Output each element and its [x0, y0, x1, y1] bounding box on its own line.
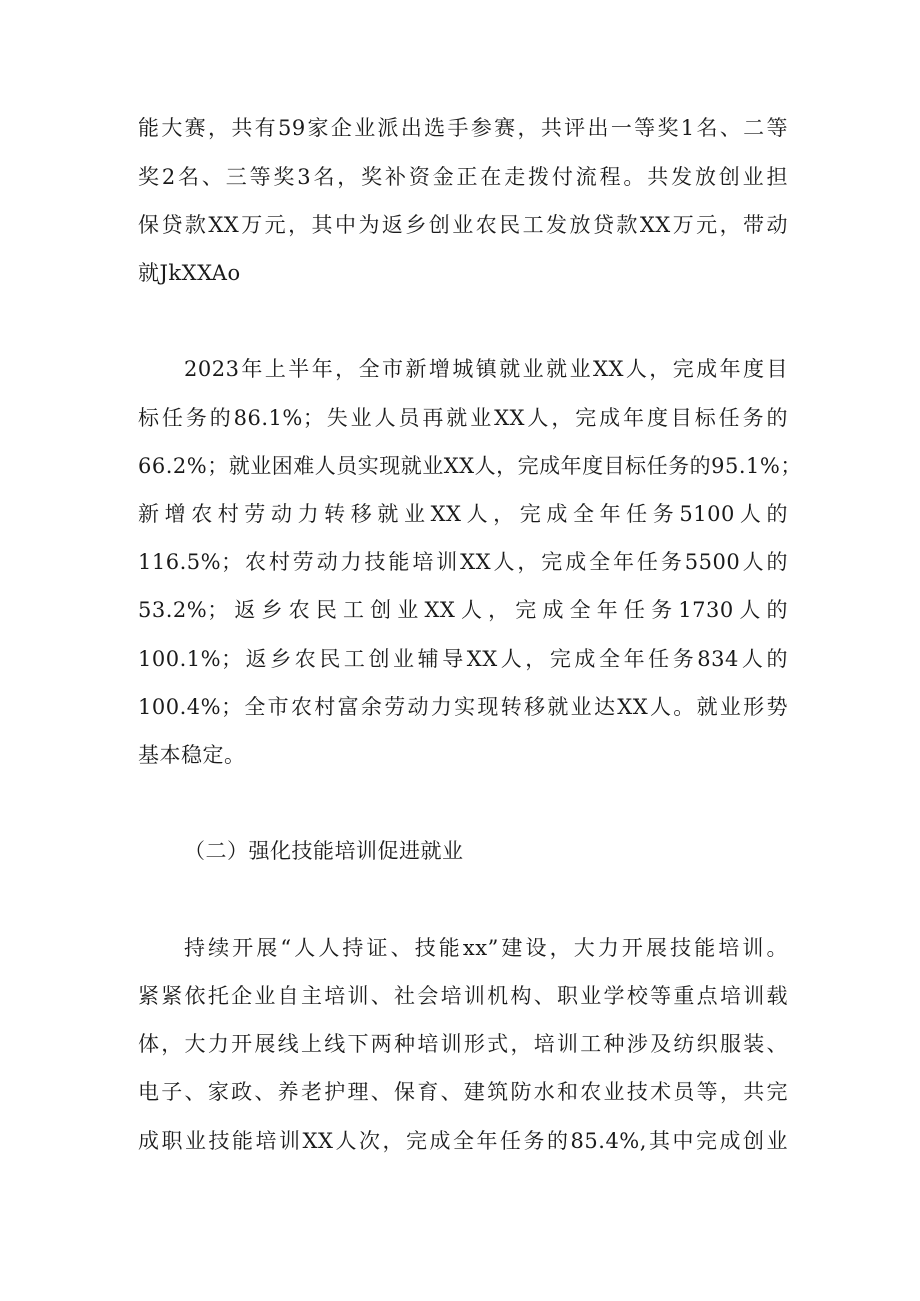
text-line: 66.2%；就业困难人员实现就业XX人，完成年度目标任务的95.1%； [138, 454, 802, 478]
text-line: 100.1%；返乡农民工创业辅导XX人，完成全年任务834人的 [138, 647, 788, 671]
section-heading: （二）强化技能培训促进就业 [184, 839, 464, 863]
text-line: 2023年上半年，全市新增城镇就业就业XX人，完成年度目 [184, 357, 788, 381]
text-line: 能大赛，共有59家企业派出选手参赛，共评出一等奖1名、二等 [138, 116, 788, 140]
text-line: 紧紧依托企业自主培训、社会培训机构、职业学校等重点培训载 [138, 984, 788, 1008]
text-line: 116.5%；农村劳动力技能培训XX人，完成全年任务5500人的 [138, 550, 788, 574]
text-line: 基本稳定。 [138, 743, 246, 767]
text-line: 标任务的86.1%；失业人员再就业XX人，完成年度目标任务的 [138, 406, 788, 430]
text-line: 就JkXXAo [138, 261, 241, 285]
text-line: 100.4%；全市农村富余劳动力实现转移就业达XX人。就业形势 [138, 695, 788, 719]
text-line: 新增农村劳动力转移就业XX人，完成全年任务5100人的 [138, 502, 788, 526]
text-line: 奖2名、三等奖3名，奖补资金正在走拨付流程。共发放创业担 [138, 165, 788, 189]
text-line: 53.2%；返乡农民工创业XX人，完成全年任务1730人的 [138, 598, 788, 622]
text-line: 电子、家政、养老护理、保育、建筑防水和农业技术员等，共完 [138, 1080, 788, 1104]
text-line: 保贷款XX万元，其中为返乡创业农民工发放贷款XX万元，带动 [138, 213, 788, 237]
text-line: 持续开展“人人持证、技能xx”建设，大力开展技能培训。 [184, 936, 788, 960]
text-line: 成职业技能培训XX人次，完成全年任务的85.4%,其中完成创业 [138, 1129, 788, 1153]
text-line: 体，大力开展线上线下两种培训形式，培训工种涉及纺织服装、 [138, 1032, 788, 1056]
